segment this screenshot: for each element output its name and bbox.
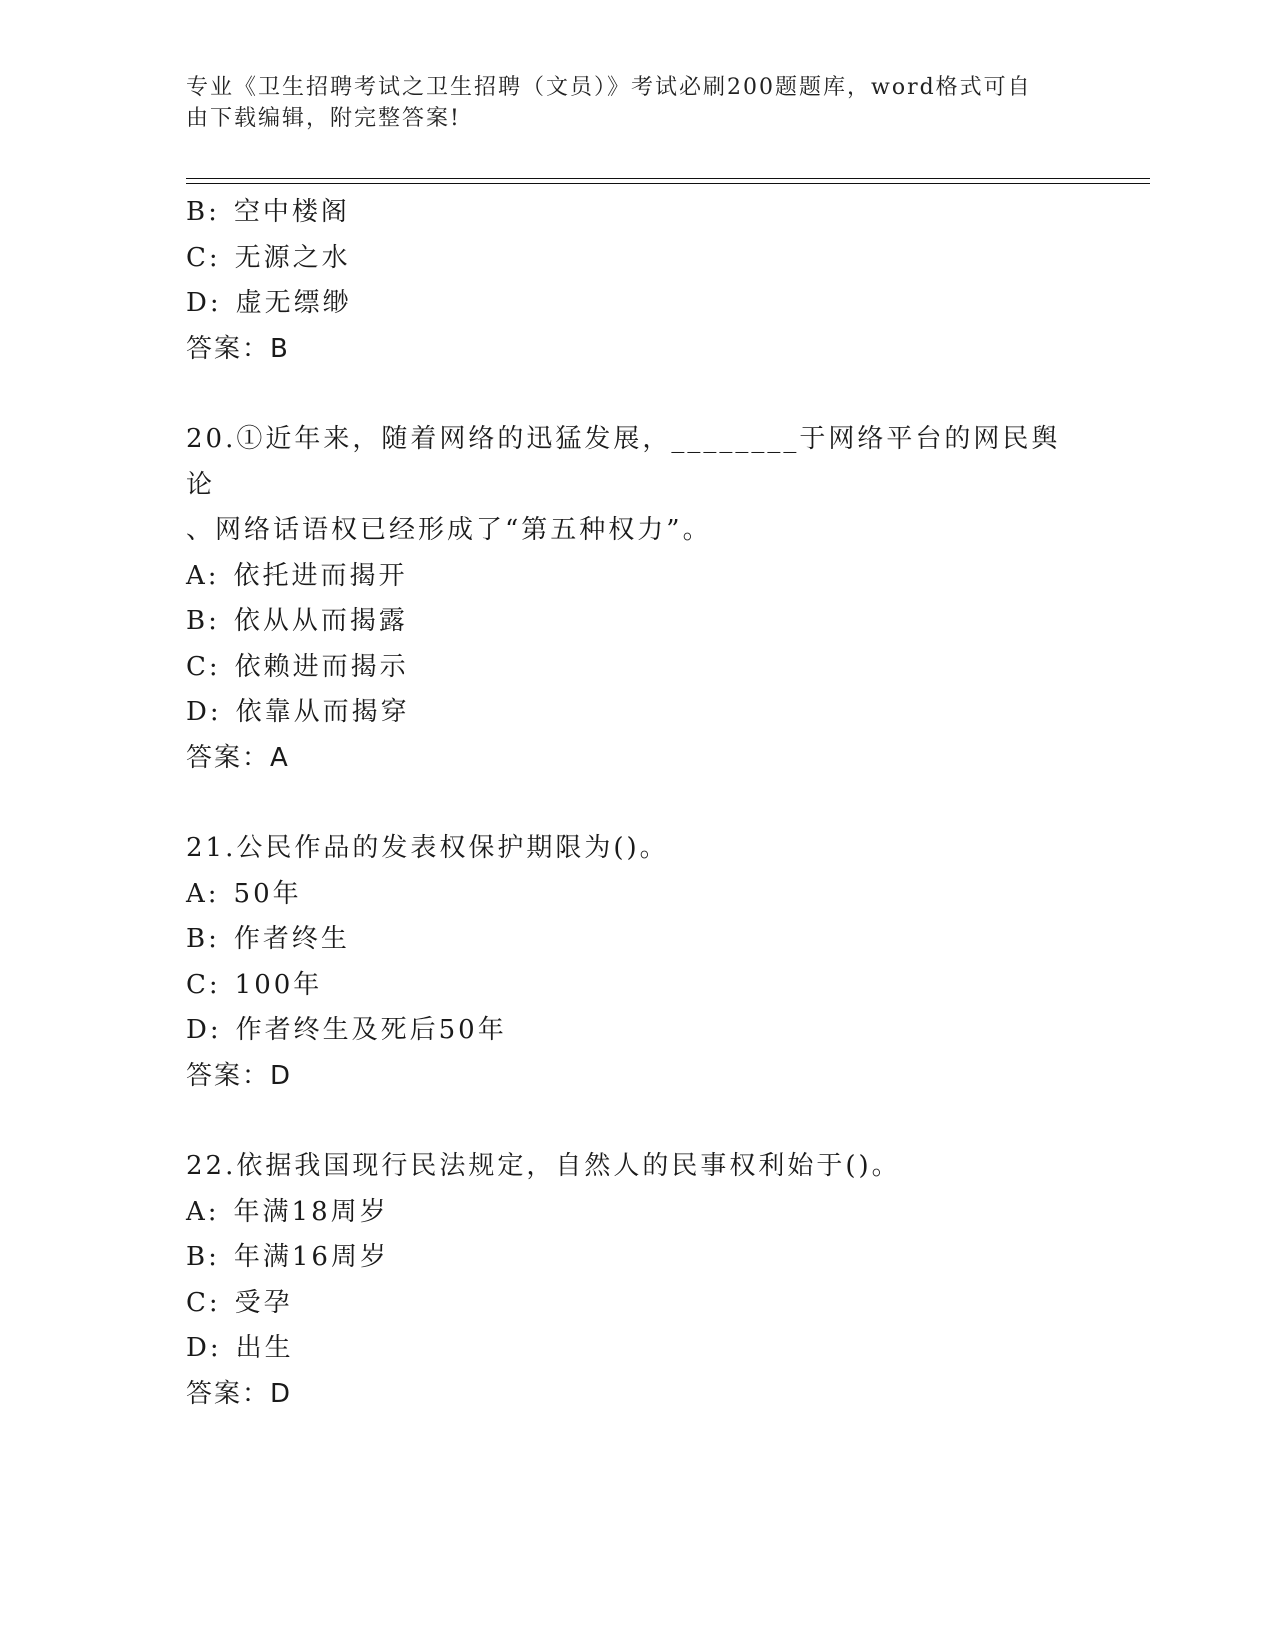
question-stem-line-1: 20.①近年来，随着网络的迅猛发展，________于网络平台的网民舆论 (186, 424, 1061, 500)
option-text: 依赖进而揭示 (234, 651, 409, 682)
option-key: C: (186, 651, 221, 682)
option-a (186, 1190, 1086, 1236)
option-key: D: (186, 1333, 222, 1363)
option-key: B: (186, 924, 220, 954)
option-key: D: (186, 1015, 222, 1045)
header-line-1: 专业《卫生招聘考试之卫生招聘（文员）》考试必刷200题题库，word格式可自 (186, 75, 1032, 100)
option-c (186, 963, 1086, 1009)
option-text: 年满16周岁 (233, 1242, 389, 1272)
question-22 (186, 1144, 1086, 1417)
option-b (186, 190, 1086, 236)
option-c (186, 236, 1086, 282)
option-text: 作者终生及死后50年 (235, 1015, 507, 1045)
option-text: 50年 (233, 878, 302, 909)
option-text: 年满18周岁 (233, 1196, 389, 1227)
answer-line: 答案：D (186, 1060, 293, 1091)
option-key: D: (186, 288, 222, 318)
document-header (186, 72, 1066, 134)
option-key: C: (186, 969, 221, 1000)
option-c (186, 645, 1086, 691)
option-text: 虚无缥缈 (235, 288, 352, 318)
question-stem-line-2: 、网络话语权已经形成了“第五种权力”。 (186, 515, 712, 545)
option-d (186, 1008, 1086, 1054)
option-text: 依从从而揭露 (233, 606, 408, 636)
option-key: B: (186, 1242, 220, 1272)
option-key: D: (186, 697, 222, 727)
option-key: C: (186, 1287, 221, 1318)
answer-line: 答案：B (186, 333, 290, 364)
header-divider-bottom (186, 183, 1150, 184)
question-list (186, 190, 1086, 1417)
option-b (186, 917, 1086, 963)
answer-line: 答案：A (186, 742, 290, 773)
carry-over-block (186, 190, 1086, 372)
option-c (186, 1281, 1086, 1327)
option-text: 无源之水 (234, 242, 351, 273)
option-key: A: (186, 560, 220, 591)
answer-line: 答案：D (186, 1378, 293, 1409)
option-text: 依靠从而揭穿 (235, 697, 410, 727)
option-d (186, 1326, 1086, 1372)
option-key: B: (186, 197, 220, 227)
option-b (186, 599, 1086, 645)
option-text: 作者终生 (233, 924, 350, 954)
option-a (186, 872, 1086, 918)
question-21 (186, 826, 1086, 1099)
option-text: 空中楼阁 (233, 197, 350, 227)
option-text: 依托进而揭开 (233, 560, 408, 591)
question-stem-line-1: 21.公民作品的发表权保护期限为()。 (186, 833, 669, 863)
option-b (186, 1235, 1086, 1281)
option-text: 受孕 (234, 1287, 293, 1318)
option-key: A: (186, 878, 220, 909)
option-text: 100年 (234, 969, 323, 1000)
option-key: B: (186, 606, 220, 636)
question-20 (186, 417, 1086, 781)
option-text: 出生 (235, 1333, 294, 1363)
option-d (186, 690, 1086, 736)
option-key: C: (186, 242, 221, 273)
question-stem-line-1: 22.依据我国现行民法规定，自然人的民事权利始于()。 (186, 1151, 901, 1181)
header-line-2: 由下载编辑，附完整答案! (186, 106, 461, 131)
option-key: A: (186, 1196, 220, 1227)
option-d (186, 281, 1086, 327)
header-divider-top (186, 178, 1150, 179)
option-a (186, 554, 1086, 600)
